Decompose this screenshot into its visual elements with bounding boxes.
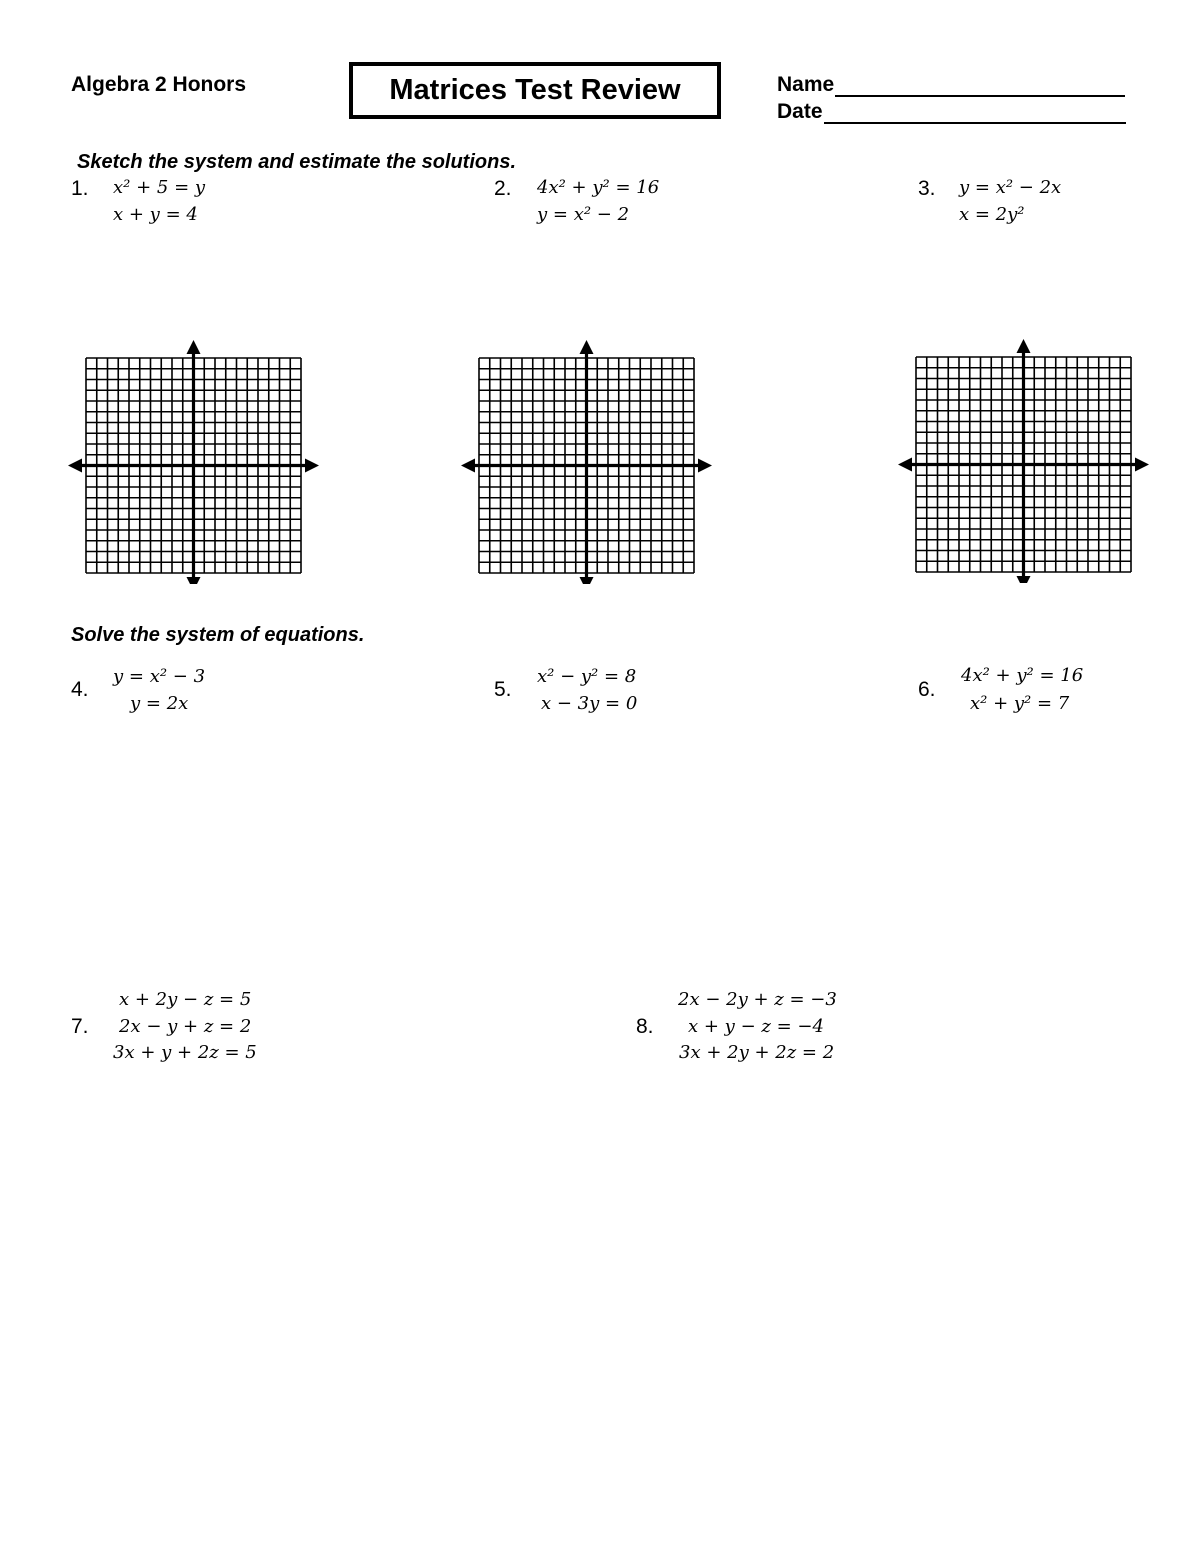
problem-equation: y = 2x	[130, 693, 189, 714]
problem-equation: x = 2y²	[959, 204, 1025, 225]
name-label: Name	[777, 73, 835, 96]
problem-equation: x + y = 4	[113, 204, 198, 225]
problem-equation: 3x + y + 2z = 5	[113, 1042, 257, 1063]
date-field[interactable]	[777, 100, 1126, 124]
course-name: Algebra 2 Honors	[71, 73, 247, 96]
coordinate-grid[interactable]	[459, 338, 715, 584]
name-line[interactable]	[835, 75, 1125, 97]
sketch-instructions: Sketch the system and estimate the solutions.	[77, 151, 517, 173]
problem-equation: 3x + 2y + 2z = 2	[679, 1042, 835, 1063]
solve-instructions: Solve the system of equations.	[71, 624, 365, 646]
problem-equation: 4x² + y² = 16	[537, 177, 660, 198]
title-box	[349, 62, 721, 119]
problem-equation: x² + y² = 7	[970, 693, 1070, 714]
name-field[interactable]	[777, 73, 1125, 97]
problem-equation: x² + 5 = y	[113, 177, 206, 198]
problem-equation: y = x² − 3	[113, 666, 206, 687]
problem-equation: x − 3y = 0	[541, 693, 638, 714]
problem-number: 6.	[918, 678, 936, 701]
problem-equation: y = x² − 2	[537, 204, 630, 225]
page-title: Matrices Test Review	[389, 74, 681, 106]
coordinate-grid[interactable]	[896, 337, 1152, 583]
problem-number: 2.	[494, 177, 512, 200]
problem-equation: 2x − 2y + z = −3	[678, 989, 837, 1010]
problem-equation: x + y − z = −4	[688, 1016, 824, 1037]
problem-number: 5.	[494, 678, 512, 701]
problem-equation: 2x − y + z = 2	[119, 1016, 252, 1037]
date-line[interactable]	[824, 102, 1126, 124]
problem-equation: y = x² − 2x	[959, 177, 1062, 198]
problem-equation: x + 2y − z = 5	[119, 989, 252, 1010]
problem-number: 7.	[71, 1015, 89, 1038]
problem-number: 4.	[71, 678, 89, 701]
coordinate-grid[interactable]	[66, 338, 322, 584]
date-label: Date	[777, 100, 823, 123]
problem-equation: 4x² + y² = 16	[961, 665, 1084, 686]
problem-number: 1.	[71, 177, 89, 200]
problem-equation: x² − y² = 8	[537, 666, 637, 687]
problem-number: 8.	[636, 1015, 654, 1038]
problem-number: 3.	[918, 177, 936, 200]
